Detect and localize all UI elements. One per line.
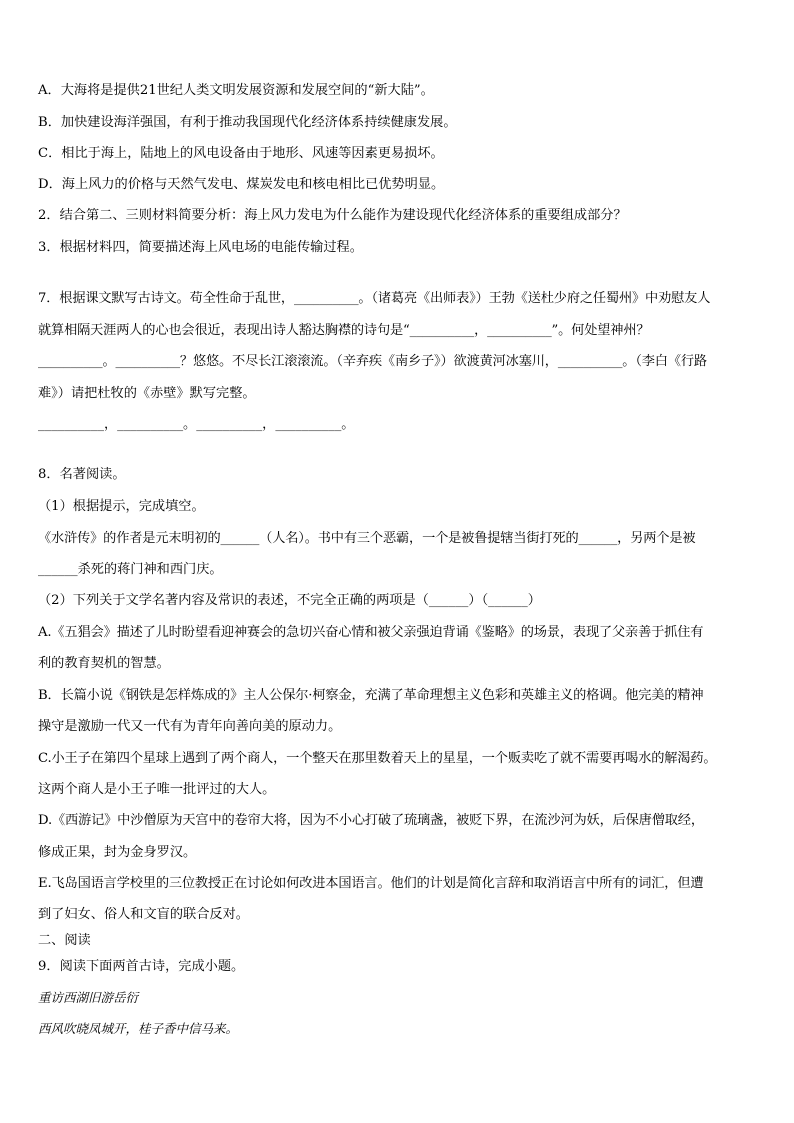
q6-option-a: A．大海将是提供21世纪人类文明发展资源和发展空间的“新大陆”。 — [38, 83, 434, 98]
section-heading-reading: 二、阅读 — [38, 933, 91, 948]
q8-option-d-line-2: 修成正果，封为金身罗汉。 — [38, 845, 197, 860]
q6-option-b: B．加快建设海洋强国，有利于推动我国现代化经济体系持续健康发展。 — [38, 115, 457, 130]
q6-subquestion-2: 2．结合第二、三则材料简要分析：海上风力发电为什么能作为建设现代化经济体系的重要组成部分？ — [38, 208, 627, 223]
q8-option-d-line-1: D.《西游记》中沙僧原为天宫中的卷帘大将，因为不小心打破了琉璃盏，被贬下界，在流沙河为妖，后保唐僧取经， — [38, 813, 704, 828]
q7-line-1: 7．根据课文默写古诗文。苟全性命于乱世，__________。（诸葛亮《出师表》）王勃《送杜少府之任蜀州》中劝慰友人 — [38, 291, 711, 306]
poem-line-1: 西风吹晓凤城开，桂子香中信马来。 — [38, 1021, 239, 1036]
q8-part1-line-2: ______杀死的蒋门神和西门庆。 — [38, 562, 223, 577]
q6-subquestion-3: 3．根据材料四，简要描述海上风电场的电能传输过程。 — [38, 240, 363, 255]
q6-option-c: C．相比于海上，陆地上的风电设备由于地形、风速等因素更易损坏。 — [38, 146, 444, 161]
q8-option-b-line-1: B．长篇小说《钢铁是怎样炼成的》主人公保尔·柯察金，充满了革命理想主义色彩和英雄主义的格调。他完美的精神 — [38, 688, 704, 703]
q7-line-4: 难》）请把杜牧的《赤壁》默写完整。 — [38, 386, 256, 401]
q8-option-c-line-1: C.小王子在第四个星球上遇到了两个商人，一个整天在那里数着天上的星星，一个贩卖吃了就不需要再喝水的解渴药。 — [38, 751, 717, 766]
q8-option-a-line-1: A.《五猖会》描述了儿时盼望看迎神赛会的急切兴奋心情和被父亲强迫背诵《鉴略》的场景，表现了父亲善于抓住有 — [38, 625, 704, 640]
q8-title: 8．名著阅读。 — [38, 467, 126, 482]
q9-prompt: 9．阅读下面两首古诗，完成小题。 — [38, 959, 245, 974]
q8-option-a-line-2: 利的教育契机的智慧。 — [38, 656, 170, 671]
q8-option-b-line-2: 操守是激励一代又一代有为青年向善向美的原动力。 — [38, 719, 342, 734]
q8-part1-line-1: 《水浒传》的作者是元末明初的______（人名）。书中有三个恶霸，一个是被鲁提辖当街打死的______，另两个是被 — [38, 531, 696, 546]
q8-option-c-line-2: 这两个商人是小王子唯一批评过的大人。 — [38, 782, 276, 797]
q8-option-e-line-1: E.飞岛国语言学校里的三位教授正在讨论如何改进本国语言。他们的计划是简化言辞和取消语言中所有的词汇，但遭 — [38, 876, 704, 891]
q8-option-e-line-2: 到了妇女、俗人和文盲的联合反对。 — [38, 907, 249, 922]
q8-part2-prompt: （2）下列关于文学名著内容及常识的表述，不完全正确的两项是（______）（______） — [38, 593, 541, 608]
poem-title: 重访西湖旧游岳衍 — [38, 990, 139, 1005]
q6-option-d: D．海上风力的价格与天然气发电、煤炭发电和核电相比已优势明显。 — [38, 177, 445, 192]
q7-blank-line: __________，__________。__________，__________。 — [38, 417, 355, 432]
q8-part1-prompt: （1）根据提示，完成填空。 — [38, 499, 205, 514]
q7-line-2: 就算相隔天涯两人的心也会很近，表现出诗人豁达胸襟的诗句是“__________，__________”。何处望神州？ — [38, 323, 650, 338]
q7-line-3: __________。__________？悠悠。不尽长江滚滚流。（辛弃疾《南乡子》）欲渡黄河冰塞川，__________。（李白《行路 — [38, 354, 707, 369]
